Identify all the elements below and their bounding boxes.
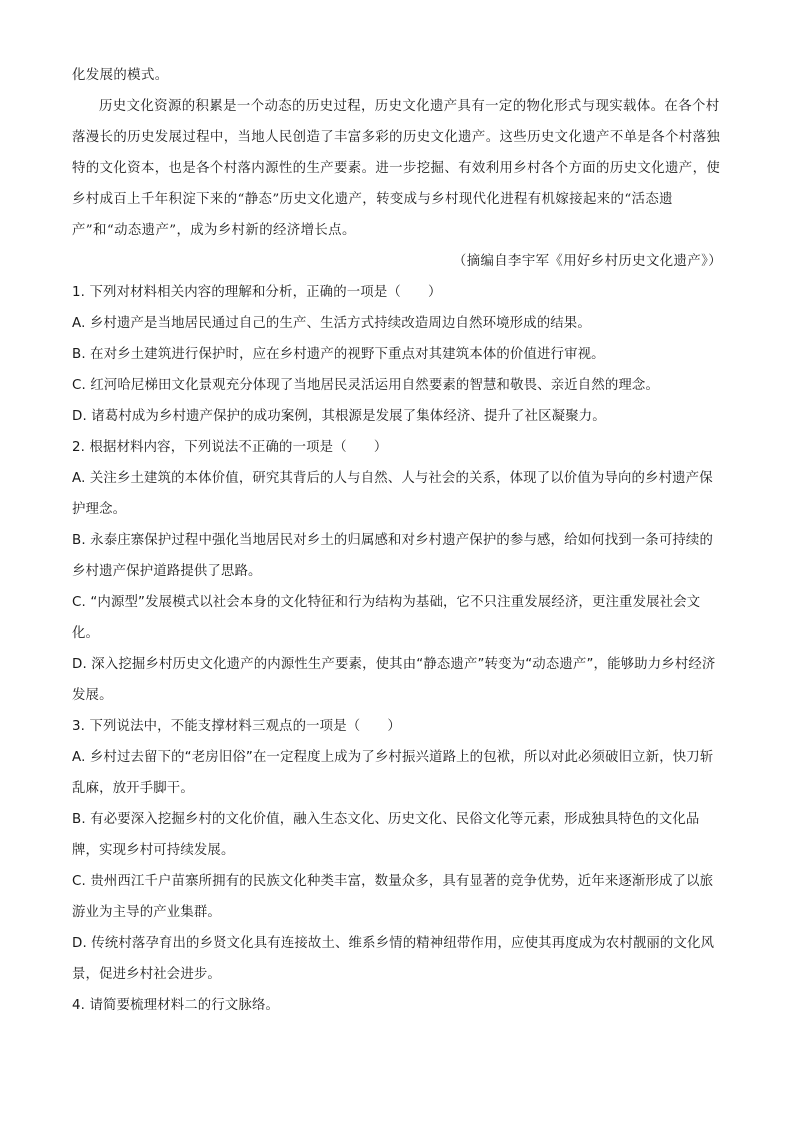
option-c: C. “内源型”发展模式以社会本身的文化特征和行为结构为基础，它不只注重发展经济，更注重发展社会文化。 [72,595,701,641]
passage-source: （摘编自李宇军《用好乡村历史文化遗产》） [452,254,722,269]
option-b: B. 在对乡土建筑进行保护时，应在乡村遗产的视野下重点对其建筑本体的价值进行审视。 [72,347,605,362]
option-c: C. 贵州西江千户苗寨所拥有的民族文化种类丰富，数量众多，具有显著的竞争优势，近年来逐渐形成了以旅游业为主导的产业集群。 [72,874,714,920]
question-1 [72,277,722,432]
option-a: A. 乡村遗产是当地居民通过自己的生产、生活方式持续改造周边自然环境形成的结果。 [72,316,591,331]
option-c: C. 红河哈尼梯田文化景观充分体现了当地居民灵活运用自然要素的智慧和敬畏、亲近自然的理念。 [72,378,660,393]
question-stem: 4. 请简要梳理材料二的行文脉络。 [72,998,280,1013]
question-stem: 3. 下列说法中，不能支撑材料三观点的一项是（ ） [72,719,401,734]
option-b: B. 永泰庄寨保护过程中强化当地居民对乡土的归属感和对乡村遗产保护的参与感，给如何找到一条可持续的乡村遗产保护道路提供了思路。 [72,533,714,579]
option-a: A. 乡村过去留下的“老房旧俗”在一定程度上成为了乡村振兴道路上的包袱，所以对此必须破旧立新，快刀斩乱麻，放开手脚干。 [72,750,714,796]
question-2 [72,432,722,711]
option-d: D. 深入挖掘乡村历史文化遗产的内源性生产要素，使其由“静态遗产”转变为“动态遗产”，能够助力乡村经济发展。 [72,657,716,703]
passage-continuation: 化发展的模式。 [72,68,169,83]
option-a: A. 关注乡土建筑的本体价值，研究其背后的人与自然、人与社会的关系，体现了以价值为导向的乡村遗产保护理念。 [72,471,713,517]
option-d: D. 传统村落孕育出的乡贤文化具有连接故土、维系乡情的精神纽带作用，应使其再度成为农村靓丽的文化风景，促进乡村社会进步。 [72,936,715,982]
question-stem: 1. 下列对材料相关内容的理解和分析，正确的一项是（ ） [72,285,442,300]
option-d: D. 诸葛村成为乡村遗产保护的成功案例，其根源是发展了集体经济、提升了社区凝聚力。 [72,409,606,424]
passage-paragraph: 历史文化资源的积累是一个动态的历史过程，历史文化遗产具有一定的物化形式与现实载体。在各个村落漫长的历史发展过程中，当地人民创造了丰富多彩的历史文化遗产。这些历史文化遗产不单是各个村落独特的文化资本，也是各个村落内源性的生产要素。进一步挖掘、有效利用乡村各个方面的历史文化遗产，使乡村成百上千年积淀下来的“静态”历史文化遗产，转变成与乡村现代化进程有机嫁接起来的“活态遗产”和“动态遗产”，成为乡村新的经济增长点。 [72,99,721,238]
exam-page [72,60,722,1021]
question-stem: 2. 根据材料内容，下列说法不正确的一项是（ ） [72,440,388,455]
question-3 [72,711,722,990]
question-4 [72,990,722,1021]
option-b: B. 有必要深入挖掘乡村的文化价值，融入生态文化、历史文化、民俗文化等元素，形成独具特色的文化品牌，实现乡村可持续发展。 [72,812,700,858]
